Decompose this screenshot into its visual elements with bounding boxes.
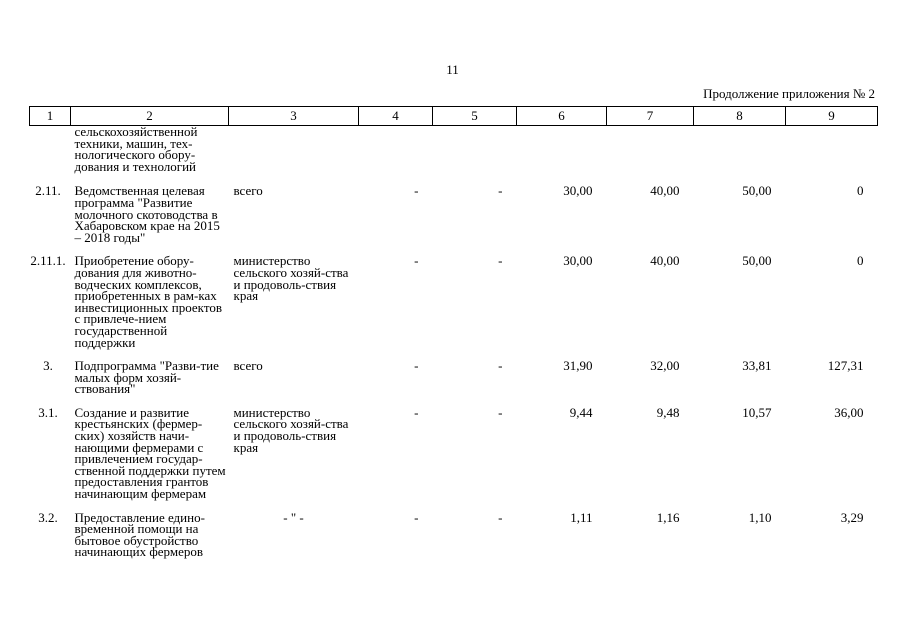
col-header-3: 3 [229,107,359,126]
row-col8: 33,81 [742,358,772,374]
col-header-8: 8 [694,107,786,126]
row-name: Предоставление едино-временной помощи на бытовое обустройство начинающих фермеров [74,509,205,560]
row-col5 [433,126,517,186]
table-row [30,512,878,570]
row-col8: 10,57 [742,404,772,420]
row-col9: 0 [857,183,864,199]
row-col8: 1,10 [748,509,772,525]
row-number: 2.11.1. [30,253,66,269]
table-row [30,185,878,255]
row-col8: 50,00 [742,253,772,269]
page-number: 11 [446,62,459,77]
row-executor [229,126,359,186]
col-header-9: 9 [786,107,878,126]
row-name: сельскохозяйственной техники, машин, тех-нологического обору-дования и технологий [74,124,198,174]
row-col8: 50,00 [742,183,772,199]
row-col5: - [498,404,503,420]
row-name: Подпрограмма "Разви-тие малых форм хозяй-ствования" [74,358,219,397]
row-col7: 40,00 [650,183,680,199]
table-row [30,255,878,360]
col-header-6: 6 [517,107,607,126]
row-number [30,126,71,186]
row-col6 [517,126,607,186]
row-col8 [694,126,786,186]
row-executor: министерство сельского хозяй-ства и продоволь-ствия края [233,253,349,304]
row-number: 3.2. [38,509,58,525]
row-col9: 127,31 [827,358,864,374]
col-header-7: 7 [607,107,694,126]
row-col9: 0 [857,253,864,269]
table-row [30,126,878,186]
table-row [30,360,878,407]
row-executor: министерство сельского хозяй-ства и продоволь-ствия края [233,404,349,455]
col-header-2: 2 [71,107,229,126]
row-col6: 9,44 [569,404,593,420]
row-col9: 3,29 [840,509,864,525]
row-col4: - [414,509,419,525]
row-col7 [607,126,694,186]
row-executor: - " - [283,509,304,525]
col-header-1: 1 [30,107,71,126]
header-row [30,107,878,126]
row-col4: - [414,404,419,420]
row-col6: 30,00 [563,253,593,269]
col-header-4: 4 [359,107,433,126]
row-col4: - [414,183,419,199]
row-col5: - [498,509,503,525]
row-col7: 9,48 [656,404,680,420]
row-col7: 1,16 [656,509,680,525]
continuation-note: Продолжение приложения № 2 [703,86,875,101]
row-col9: 36,00 [834,404,864,420]
table-row [30,407,878,512]
row-col5: - [498,253,503,269]
row-number: 3. [43,358,53,374]
row-number: 2.11. [35,183,61,199]
row-col4: - [414,253,419,269]
row-col6: 30,00 [563,183,593,199]
row-name: Ведомственная целевая программа "Развитие молочного скотоводства в Хабаровском крае на 2015 – 2018 годы" [74,183,220,245]
row-executor: всего [233,183,263,199]
row-name: Приобретение обору-дования для животно-водческих комплексов, приобретенных в рам-ках инвестиционных проектов с привлече-нием государственной поддержки [74,253,222,350]
row-col7: 40,00 [650,253,680,269]
row-col5: - [498,358,503,374]
row-col5: - [498,183,503,199]
row-col9 [786,126,878,186]
row-name: Создание и развитие крестьянских (фермер-ских) хозяйств начи-нающими фермерами с привлечением государ-ственной поддержки путем предоставления грантов начинающим фермерам [74,404,226,502]
program-table [29,106,878,570]
row-col4 [359,126,433,186]
col-header-5: 5 [433,107,517,126]
row-col4: - [414,358,419,374]
row-executor: всего [233,358,263,374]
row-number: 3.1. [38,404,58,420]
row-col7: 32,00 [650,358,680,374]
row-col6: 31,90 [563,358,593,374]
row-col6: 1,11 [570,509,593,525]
